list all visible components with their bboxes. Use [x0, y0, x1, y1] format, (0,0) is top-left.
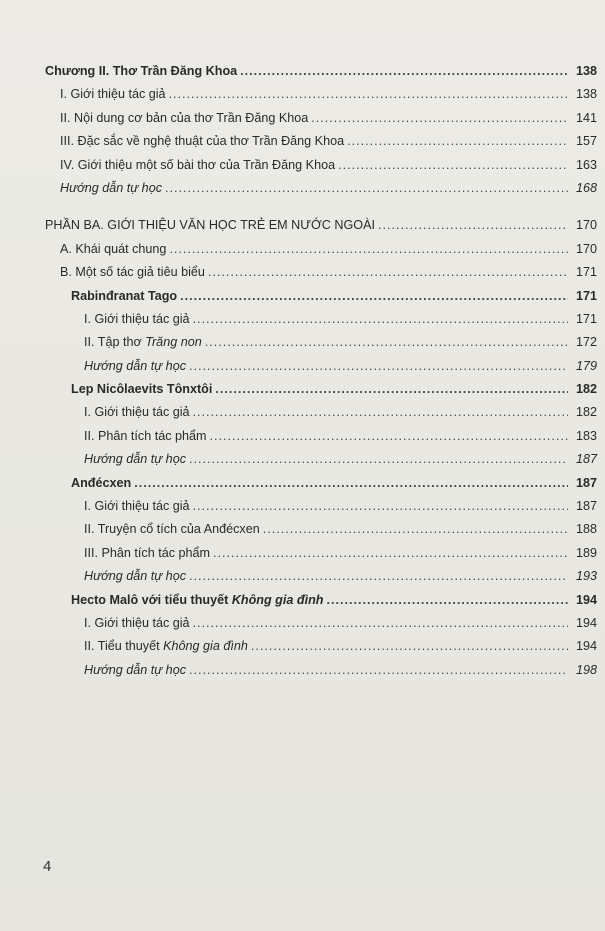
dot-leader [215, 378, 568, 401]
toc-entry [45, 238, 597, 261]
toc-entry-title [84, 518, 260, 541]
toc-entry-title [84, 495, 190, 518]
toc-entry-title [71, 285, 177, 308]
toc-entry-title-text: Hướng dẫn tự học [84, 569, 186, 584]
toc-entry [45, 565, 597, 588]
toc-entry-title [60, 238, 166, 261]
toc-entry [45, 355, 597, 378]
toc-entry-title-text: II. Phân tích tác phẩm [84, 428, 207, 443]
dot-leader [193, 612, 568, 635]
dot-leader [213, 542, 568, 565]
toc-entry-page: 171 [575, 265, 597, 280]
toc-entry-title [84, 448, 186, 471]
toc-entry [45, 635, 597, 658]
toc-entry-page: 194 [575, 615, 597, 630]
toc-entry-title [60, 107, 308, 130]
toc-entry-title-text: A. Khái quát chung [60, 241, 167, 256]
toc-entry-title-text: Chương II. Thơ Trần Đăng Khoa [45, 64, 238, 78]
toc-entry [45, 83, 597, 106]
toc-entry-title-text: B. Một số tác giả tiêu biểu [60, 265, 205, 280]
toc-entry-page: 182 [575, 405, 597, 420]
dot-leader [193, 308, 568, 331]
toc-entry-title-text: III. Đặc sắc về nghệ thuật của thơ Trần Đăng Khoa [60, 134, 345, 149]
toc-entry-title [60, 130, 344, 153]
toc-entry-title [84, 565, 186, 588]
toc-entry-title [84, 612, 190, 635]
toc-entry-title [45, 60, 237, 83]
toc-entry [45, 612, 597, 635]
toc-entry [45, 285, 597, 308]
table-of-contents [45, 60, 597, 682]
toc-entry-title-text: PHẦN BA. GIỚI THIỆU VĂN HỌC TRẺ EM NƯỚC NGOÀI [45, 218, 375, 233]
toc-entry-title-text: II. Truyện cổ tích của Anđécxen [84, 522, 260, 537]
toc-entry-title-italic: Trăng non [145, 335, 202, 350]
toc-entry-title-text: Hướng dẫn tự học [84, 452, 186, 467]
toc-entry-title [71, 378, 212, 401]
toc-entry-title-italic: Không gia đình [163, 639, 248, 654]
toc-entry [45, 107, 597, 130]
toc-entry-title-text: I. Giới thiệu tác giả [84, 615, 190, 630]
toc-entry-page: 188 [575, 522, 597, 537]
toc-entry-title-text: Hướng dẫn tự học [84, 358, 186, 373]
toc-entry-title-text: Hướng dẫn tự học [84, 662, 186, 677]
toc-entry-title-text: I. Giới thiệu tác giả [60, 87, 166, 102]
dot-leader [311, 107, 568, 130]
toc-entry-title-text: I. Giới thiệu tác giả [84, 311, 190, 326]
toc-entry [45, 177, 597, 200]
toc-entry-page: 194 [575, 639, 597, 654]
toc-entry-title-text: IV. Giới thiệu một số bài thơ của Trần Đăng Khoa [60, 157, 336, 172]
dot-leader [134, 472, 568, 495]
toc-entry-title [60, 261, 205, 284]
dot-leader [193, 495, 568, 518]
toc-entry [45, 378, 597, 401]
toc-entry-page: 198 [575, 662, 597, 677]
toc-entry-title-text: I. Giới thiệu tác giả [84, 499, 190, 514]
toc-entry-page: 187 [575, 452, 597, 467]
toc-entry-title-text: Rabinđranat Tago [71, 288, 178, 303]
toc-entry [45, 331, 597, 354]
toc-entry-page: 138 [575, 87, 597, 102]
toc-entry [45, 401, 597, 424]
toc-entry-title [84, 331, 202, 354]
toc-entry [45, 261, 597, 284]
toc-entry [45, 425, 597, 448]
toc-entry-title [60, 177, 162, 200]
toc-entry [45, 308, 597, 331]
toc-entry-page: 189 [575, 545, 597, 560]
toc-entry-title [71, 472, 131, 495]
toc-entry-title [60, 154, 335, 177]
toc-entry-title [71, 589, 323, 612]
toc-entry-title-text: I. Giới thiệu tác giả [84, 405, 190, 420]
toc-entry [45, 214, 597, 237]
dot-leader [180, 285, 568, 308]
toc-entry-page: 194 [575, 592, 597, 607]
toc-entry-title [84, 401, 190, 424]
dot-leader [338, 154, 568, 177]
toc-entry-page: 187 [575, 475, 597, 490]
dot-leader [378, 214, 568, 237]
toc-entry-page: 193 [575, 569, 597, 584]
toc-entry-title-text: Hecto Malô với tiểu thuyết [71, 592, 232, 607]
dot-leader [240, 60, 568, 83]
toc-entry-title-text: Lep Nicôlaevits Tônxtôi [71, 382, 213, 397]
dot-leader [189, 448, 568, 471]
toc-entry [45, 542, 597, 565]
toc-entry-title-text: II. Nội dung cơ bản của thơ Trần Đăng Khoa [60, 110, 309, 125]
toc-entry [45, 659, 597, 682]
toc-entry-page: 170 [575, 218, 597, 233]
dot-leader [347, 130, 568, 153]
toc-entry-title [84, 308, 190, 331]
toc-entry-page: 170 [575, 241, 597, 256]
dot-leader [205, 331, 568, 354]
toc-entry-page: 183 [575, 428, 597, 443]
toc-entry [45, 589, 597, 612]
toc-entry-title [60, 83, 166, 106]
toc-entry-title-text: III. Phân tích tác phẩm [84, 545, 211, 560]
dot-leader [263, 518, 568, 541]
toc-entry-page: 171 [575, 288, 597, 303]
toc-entry-title [45, 214, 375, 237]
toc-entry-title [84, 635, 248, 658]
toc-entry-title-text: Hướng dẫn tự học [60, 180, 162, 195]
toc-entry [45, 518, 597, 541]
toc-entry-page: 172 [575, 335, 597, 350]
toc-entry [45, 154, 597, 177]
page-number: 4 [43, 858, 52, 875]
dot-leader [210, 425, 568, 448]
toc-entry [45, 130, 597, 153]
toc-entry-page: 168 [575, 180, 597, 195]
dot-leader [169, 83, 568, 106]
toc-entry-page: 141 [575, 110, 597, 125]
dot-leader [189, 355, 568, 378]
toc-entry-title-italic: Không gia đình [231, 592, 324, 607]
toc-entry-page: 171 [575, 311, 597, 326]
toc-entry-page: 187 [575, 499, 597, 514]
toc-entry [45, 448, 597, 471]
toc-entry-page: 163 [575, 157, 597, 172]
dot-leader [193, 401, 568, 424]
toc-entry-title [84, 659, 186, 682]
toc-entry-page: 182 [575, 382, 597, 397]
dot-leader [189, 565, 568, 588]
dot-leader [189, 659, 568, 682]
toc-entry-page: 179 [575, 358, 597, 373]
toc-entry-page: 157 [575, 134, 597, 149]
toc-entry-title [84, 355, 186, 378]
toc-entry-title [84, 542, 210, 565]
dot-leader [169, 238, 568, 261]
dot-leader [251, 635, 568, 658]
toc-entry-page: 138 [575, 64, 597, 78]
toc-entry [45, 60, 597, 83]
toc-entry [45, 472, 597, 495]
toc-entry-title-text: II. Tập thơ [84, 335, 146, 350]
dot-leader [326, 589, 568, 612]
dot-leader [208, 261, 568, 284]
toc-entry-title-text: Anđécxen [71, 475, 132, 490]
dot-leader [165, 177, 568, 200]
toc-entry-title-text: II. Tiểu thuyết [84, 639, 164, 654]
toc-entry-title [84, 425, 207, 448]
toc-entry [45, 495, 597, 518]
